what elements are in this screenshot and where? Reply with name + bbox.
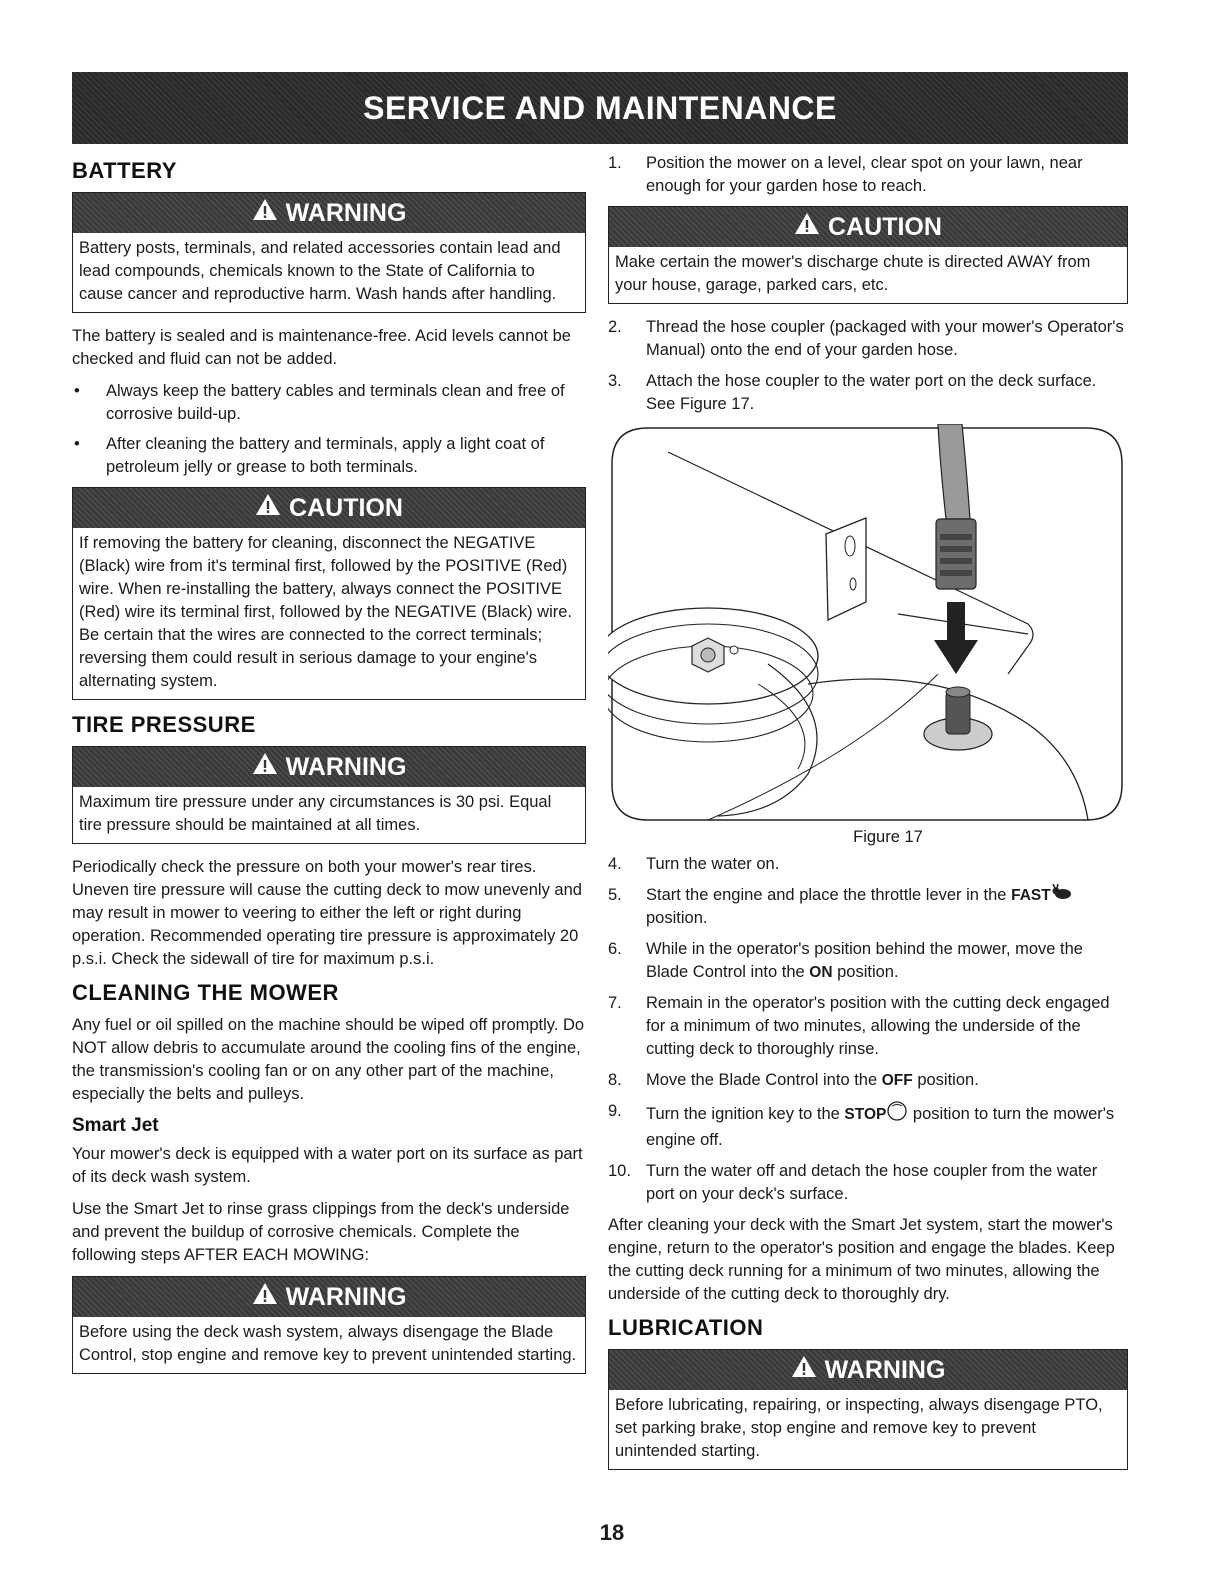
step-text-after: position to turn the mower's engine off. (646, 1105, 1115, 1150)
page-number: 18 (599, 1520, 625, 1545)
step-item (608, 1160, 1128, 1206)
warning-text: Battery posts, terminals, and related accessories contain lead and lead compounds, chemicals known to the State of California to cause cancer and reproductive harm. Wash hands after handling. (79, 239, 561, 303)
steps-list-c (608, 853, 1128, 1206)
step-text-before: Move the Blade Control into the (646, 1071, 882, 1090)
step-item (608, 1069, 1128, 1092)
step-text: Position the mower on a level, clear spot on your lawn, near enough for your garden hose to reach. (646, 154, 1083, 195)
warning-header (609, 1350, 1127, 1390)
left-column (72, 152, 586, 1386)
caution-label: CAUTION (828, 212, 942, 241)
figure-17-illustration (608, 424, 1126, 824)
step-item (608, 370, 1128, 416)
step-number: 6. (608, 940, 622, 959)
cleaning-paragraph: Any fuel or oil spilled on the machine should be wiped off promptly. Do NOT allow debris to accumulate around the cooling fins of the engine, the transmission's cooling fan or on any other part of the machine, especially the belts and pulleys. (72, 1016, 585, 1103)
right-column (608, 152, 1128, 1482)
warning-text: Before using the deck wash system, always disengage the Blade Control, stop engine and remove key to prevent unintended starting. (79, 1323, 577, 1364)
keyword-stop: STOP (844, 1106, 887, 1123)
battery-paragraph: The battery is sealed and is maintenance-free. Acid levels cannot be checked and fluid can not be added. (72, 327, 571, 368)
step-item (608, 316, 1128, 362)
smart-jet-paragraph-2: Use the Smart Jet to rinse grass clippings from the deck's underside and prevent the buildup of corrosive chemicals. Complete the following steps AFTER EACH MOWING: (72, 1200, 570, 1264)
warning-triangle-icon (252, 752, 278, 782)
step-text-before: Turn the ignition key to the (646, 1105, 845, 1123)
step-item (608, 938, 1128, 984)
section-banner (72, 72, 1128, 144)
step-number: 4. (608, 855, 622, 873)
warning-header (73, 747, 585, 787)
tire-pressure-heading: TIRE PRESSURE (72, 712, 256, 737)
step-item (608, 853, 1128, 876)
keyword-fast: FAST (1011, 887, 1051, 904)
step-text-before: While in the operator's position behind the mower, move the Blade Control into the (646, 940, 1083, 982)
step-text: Thread the hose coupler (packaged with your mower's Operator's Manual) onto the end of your garden hose. (646, 318, 1124, 359)
figure-caption: Figure 17 (853, 828, 923, 846)
step-item (608, 1100, 1128, 1152)
step-text-after: position. (912, 1071, 979, 1090)
step-text: Remain in the operator's position with the cutting deck engaged for a minimum of two minutes, allowing the underside of the cutting deck to thoroughly rinse. (646, 994, 1110, 1059)
step-text-after: position. (832, 963, 899, 982)
keyword-off: OFF (881, 1072, 913, 1090)
stop-key-icon (886, 1100, 908, 1129)
battery-warning-box (72, 192, 586, 313)
smart-jet-paragraph-1: Your mower's deck is equipped with a water port on its surface as part of its deck wash system. (72, 1145, 583, 1186)
warning-header (73, 193, 585, 233)
step-item (608, 884, 1128, 930)
tire-paragraph: Periodically check the pressure on both your mower's rear tires. Uneven tire pressure will cause the cutting deck to mow unevenly and may result in mower to veering to either the left or right during operation. Recommended operating tire pressure is approximately 20 p.s.i. Check the sidewall of tire for maximum p.s.i. (72, 858, 582, 968)
step-text-after: position. (646, 909, 708, 928)
battery-heading: BATTERY (72, 158, 177, 183)
caution-text: Make certain the mower's discharge chute is directed AWAY from your house, garage, parked cars, etc. (615, 253, 1091, 294)
step-number: 7. (608, 994, 622, 1013)
caution-header (73, 488, 585, 528)
warning-triangle-icon (252, 198, 278, 228)
step-text: Turn the water on. (646, 855, 780, 873)
steps-list-a (608, 152, 1128, 198)
warning-text: Before lubricating, repairing, or inspecting, always disengage PTO, set parking brake, stop engine and remove key to prevent unintended starting. (615, 1396, 1103, 1461)
warning-triangle-icon (791, 1355, 817, 1385)
after-cleaning-paragraph: After cleaning your deck with the Smart Jet system, start the mower's engine, return to the operator's position and engage the blades. Keep the cutting deck running for a minimum of two minutes, allowing the underside of the cutting deck to thoroughly dry. (608, 1216, 1115, 1304)
section-title: SERVICE AND MAINTENANCE (363, 89, 837, 126)
lubrication-warning-box (608, 1349, 1128, 1470)
step-number: 9. (608, 1102, 622, 1121)
warning-text: Maximum tire pressure under any circumstances is 30 psi. Equal tire pressure should be maintained at all times. (79, 793, 552, 834)
caution-header (609, 207, 1127, 247)
step-number: 2. (608, 318, 622, 336)
smart-jet-heading: Smart Jet (72, 1115, 159, 1136)
warning-label: WARNING (824, 1355, 946, 1384)
warning-label: WARNING (285, 1282, 407, 1311)
step-number: 5. (608, 886, 622, 904)
smart-jet-warning-box (72, 1276, 586, 1374)
rabbit-fast-icon (1051, 884, 1073, 907)
lubrication-heading: LUBRICATION (608, 1315, 764, 1341)
keyword-on: ON (809, 964, 833, 982)
step-item (608, 992, 1128, 1061)
warning-triangle-icon (252, 1282, 278, 1312)
step-text: Attach the hose coupler to the water port on the deck surface. See Figure 17. (646, 372, 1097, 413)
battery-caution-box (72, 487, 586, 700)
caution-text: If removing the battery for cleaning, disconnect the NEGATIVE (Black) wire from it's terminal first, followed by the POSITIVE (Red) wire. When re-installing the battery, always connect the POSITIVE (Red) wire its terminal first, followed by the NEGATIVE (Black) wire. Be certain that the wires are connected to the correct terminals; reversing them could result in serious damage to your engine's alternating system. (79, 534, 572, 690)
cleaning-heading: CLEANING THE MOWER (72, 980, 339, 1005)
step-number: 1. (608, 154, 622, 172)
caution-label: CAUTION (289, 493, 403, 522)
hose-coupler-diagram (608, 424, 1126, 824)
warning-triangle-icon (255, 493, 281, 523)
step-number: 3. (608, 372, 622, 390)
step-text-before: Start the engine and place the throttle lever in the (646, 886, 1012, 904)
step-number: 8. (608, 1071, 622, 1090)
warning-label: WARNING (285, 198, 407, 227)
step-text: Turn the water off and detach the hose coupler from the water port on your deck's surface. (646, 1162, 1098, 1204)
warning-label: WARNING (285, 752, 407, 781)
warning-header (73, 1277, 585, 1317)
step-number: 10. (608, 1162, 631, 1181)
battery-bullet-list (72, 380, 586, 479)
bullet-item: • After cleaning the battery and terminals, apply a light coat of petroleum jelly or grease to both terminals. (72, 433, 586, 479)
step-item (608, 152, 1128, 198)
warning-triangle-icon (794, 212, 820, 242)
bullet-item: • Always keep the battery cables and terminals clean and free of corrosive build-up. (72, 380, 586, 426)
steps-list-b (608, 316, 1128, 416)
smart-jet-caution-box (608, 206, 1128, 304)
tire-warning-box (72, 746, 586, 844)
